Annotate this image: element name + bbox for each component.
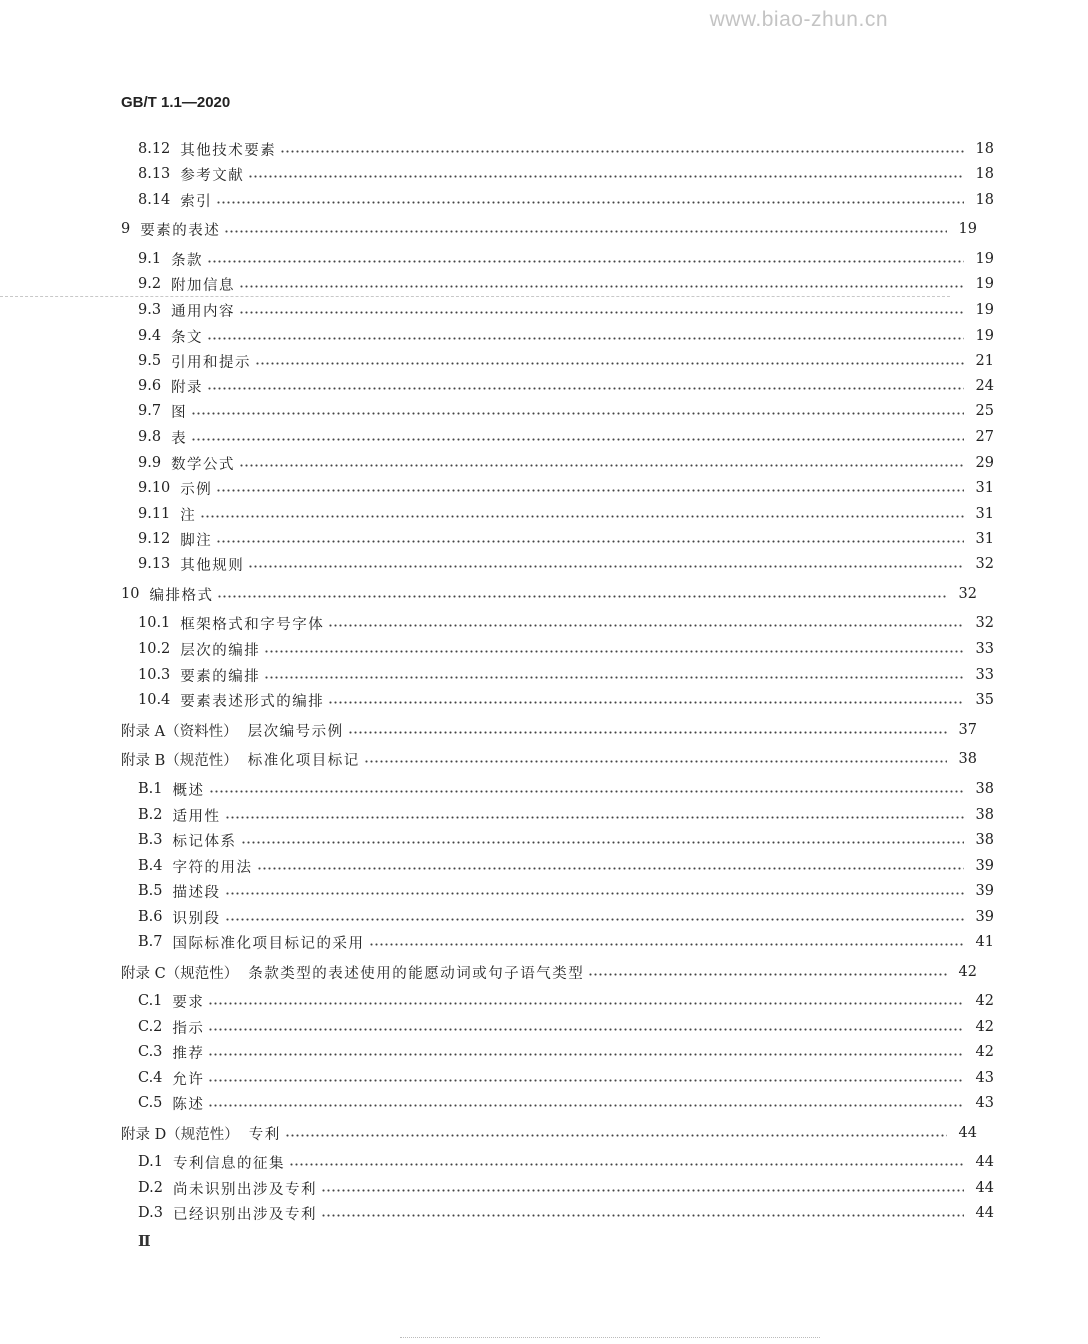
toc-entry-page: 42 bbox=[975, 1019, 994, 1035]
toc-entry-title: 附录 bbox=[171, 379, 204, 396]
toc-entry-page: 18 bbox=[975, 192, 994, 208]
toc-dot-leader bbox=[285, 1134, 947, 1137]
toc-entry-title: 允许 bbox=[172, 1071, 205, 1088]
toc-entry-title: 要素表述形式的编排 bbox=[180, 693, 325, 710]
toc-entry-page: 44 bbox=[975, 1154, 994, 1170]
toc-entry-title: 字符的用法 bbox=[172, 859, 253, 876]
toc-entry-title: 图 bbox=[171, 404, 188, 421]
standard-code-header: GB/T 1.1—2020 bbox=[121, 94, 231, 111]
toc-entry-number: C.4 bbox=[138, 1070, 163, 1086]
toc-entry-title: 描述段 bbox=[172, 884, 221, 901]
toc-entry-number: B.1 bbox=[138, 781, 163, 797]
toc-entry-page: 32 bbox=[975, 556, 994, 572]
toc-dot-leader bbox=[207, 387, 964, 390]
toc-entry-number: D.1 bbox=[138, 1154, 163, 1170]
toc-entry-title: 引用和提示 bbox=[171, 354, 252, 371]
toc-entry-number: 10.2 bbox=[138, 641, 171, 657]
toc-entry-number: 9.11 bbox=[138, 506, 171, 522]
toc-entry-number: 10 bbox=[121, 586, 140, 602]
toc-entry-page: 18 bbox=[975, 141, 994, 157]
toc-entry-page: 19 bbox=[975, 276, 994, 292]
toc-entry-page: 18 bbox=[975, 166, 994, 182]
toc-entry-title: 要素的表述 bbox=[140, 222, 221, 239]
toc-dot-leader bbox=[328, 701, 964, 704]
toc-entry-title: 指示 bbox=[172, 1020, 205, 1037]
toc-dot-leader bbox=[216, 489, 964, 492]
toc-entry[interactable] bbox=[0, 1122, 1071, 1144]
toc-entry[interactable] bbox=[0, 248, 1088, 270]
toc-dot-leader bbox=[208, 1002, 964, 1005]
page-number-footer: Ⅱ bbox=[138, 1232, 151, 1250]
toc-entry-title: 层次编号示例 bbox=[247, 723, 344, 740]
toc-entry-page: 39 bbox=[975, 858, 994, 874]
toc-entry[interactable] bbox=[0, 189, 1088, 211]
toc-entry[interactable] bbox=[0, 299, 1088, 321]
toc-dot-leader bbox=[289, 1163, 964, 1166]
toc-entry-page: 38 bbox=[975, 781, 994, 797]
toc-entry-page: 39 bbox=[975, 883, 994, 899]
toc-dot-leader bbox=[248, 565, 964, 568]
toc-entry-title: 附加信息 bbox=[171, 277, 236, 294]
toc-dot-leader bbox=[208, 1053, 964, 1056]
toc-entry[interactable] bbox=[0, 583, 1071, 605]
toc-entry[interactable] bbox=[0, 553, 1088, 575]
toc-entry-number: 9 bbox=[121, 221, 131, 237]
toc-dot-leader bbox=[200, 515, 964, 518]
toc-entry-title: 通用内容 bbox=[171, 303, 236, 320]
watermark-text: www.biao-zhun.cn bbox=[709, 8, 888, 31]
toc-entry[interactable] bbox=[0, 1092, 1088, 1114]
toc-dot-leader bbox=[369, 943, 965, 946]
toc-entry[interactable] bbox=[0, 477, 1088, 499]
toc-entry-number: 9.5 bbox=[138, 353, 162, 369]
toc-entry[interactable] bbox=[0, 961, 1071, 983]
toc-entry-page: 42 bbox=[958, 964, 977, 980]
toc-entry-title: 框架格式和字号字体 bbox=[180, 616, 325, 633]
toc-entry-title: 示例 bbox=[180, 481, 213, 498]
toc-entry[interactable] bbox=[0, 719, 1071, 741]
toc-entry-title: 专利信息的征集 bbox=[172, 1155, 285, 1172]
toc-dot-leader bbox=[209, 790, 965, 793]
toc-entry-number: 9.8 bbox=[138, 429, 162, 445]
toc-entry[interactable] bbox=[0, 612, 1088, 634]
toc-entry-page: 19 bbox=[975, 328, 994, 344]
toc-entry-page: 33 bbox=[975, 641, 994, 657]
toc-entry-number: 10.1 bbox=[138, 615, 171, 631]
toc-entry-number: 附录 B（规范性） bbox=[121, 752, 238, 769]
toc-entry[interactable] bbox=[0, 452, 1088, 474]
toc-entry[interactable] bbox=[0, 1202, 1088, 1224]
toc-entry-number: 9.9 bbox=[138, 455, 162, 471]
toc-dot-leader bbox=[191, 438, 964, 441]
toc-entry-title: 脚注 bbox=[180, 532, 213, 549]
toc-entry-title: 适用性 bbox=[172, 808, 221, 825]
toc-dot-leader bbox=[348, 731, 947, 734]
toc-entry[interactable] bbox=[0, 163, 1088, 185]
toc-entry-number: 9.3 bbox=[138, 302, 162, 318]
toc-dot-leader bbox=[239, 464, 964, 467]
toc-entry-number: 10.4 bbox=[138, 692, 171, 708]
toc-entry-page: 37 bbox=[958, 722, 977, 738]
toc-dot-leader bbox=[217, 595, 947, 598]
toc-dot-leader bbox=[241, 841, 965, 844]
toc-entry[interactable] bbox=[0, 325, 1088, 347]
toc-entry[interactable] bbox=[0, 748, 1071, 770]
toc-entry-page: 19 bbox=[975, 251, 994, 267]
toc-entry-page: 39 bbox=[975, 909, 994, 925]
toc-entry[interactable] bbox=[0, 880, 1088, 902]
toc-entry-title: 要素的编排 bbox=[180, 668, 261, 685]
toc-entry[interactable] bbox=[0, 138, 1088, 160]
toc-entry-page: 31 bbox=[975, 531, 994, 547]
toc-entry-page: 27 bbox=[975, 429, 994, 445]
toc-entry-number: 9.2 bbox=[138, 276, 162, 292]
toc-dot-leader bbox=[208, 1028, 964, 1031]
toc-dot-leader bbox=[321, 1214, 964, 1217]
toc-entry-number: C.2 bbox=[138, 1019, 163, 1035]
toc-entry[interactable] bbox=[0, 1016, 1088, 1038]
toc-entry-title: 数学公式 bbox=[171, 456, 236, 473]
toc-entry-number: B.3 bbox=[138, 832, 163, 848]
toc-entry-number: 9.6 bbox=[138, 378, 162, 394]
toc-entry[interactable] bbox=[0, 375, 1088, 397]
toc-entry[interactable] bbox=[0, 990, 1088, 1012]
toc-entry-title: 条文 bbox=[171, 329, 204, 346]
toc-entry-page: 19 bbox=[975, 302, 994, 318]
toc-entry-number: B.2 bbox=[138, 807, 163, 823]
toc-entry[interactable] bbox=[0, 906, 1088, 928]
toc-entry-title: 条款类型的表述使用的能愿动词或句子语气类型 bbox=[248, 965, 585, 982]
toc-entry-number: 9.13 bbox=[138, 556, 171, 572]
toc-entry[interactable] bbox=[0, 1041, 1088, 1063]
toc-entry[interactable] bbox=[0, 426, 1088, 448]
toc-dot-leader bbox=[328, 624, 964, 627]
toc-dot-leader bbox=[216, 540, 964, 543]
toc-entry-title: 编排格式 bbox=[149, 587, 214, 604]
toc-entry-number: B.7 bbox=[138, 934, 163, 950]
toc-entry-page: 29 bbox=[975, 455, 994, 471]
toc-entry-number: 附录 A（资料性） bbox=[121, 723, 238, 740]
toc-entry[interactable] bbox=[0, 503, 1088, 525]
toc-entry-title: 陈述 bbox=[172, 1096, 205, 1113]
toc-entry-page: 42 bbox=[975, 993, 994, 1009]
toc-entry-number: B.4 bbox=[138, 858, 163, 874]
toc-dot-leader bbox=[239, 311, 964, 314]
toc-entry-title: 其他规则 bbox=[180, 557, 245, 574]
toc-entry-number: 9.12 bbox=[138, 531, 171, 547]
toc-entry-number: 9.4 bbox=[138, 328, 162, 344]
toc-entry-page: 44 bbox=[958, 1125, 977, 1141]
toc-entry-number: B.6 bbox=[138, 909, 163, 925]
toc-entry-number: B.5 bbox=[138, 883, 163, 899]
toc-dot-leader bbox=[225, 918, 965, 921]
toc-entry[interactable] bbox=[0, 1067, 1088, 1089]
scan-artifact-bottom bbox=[400, 1337, 820, 1340]
toc-entry-page: 19 bbox=[958, 221, 977, 237]
toc-dot-leader bbox=[248, 175, 964, 178]
toc-entry-number: 9.7 bbox=[138, 403, 162, 419]
toc-entry-title: 表 bbox=[171, 430, 188, 447]
toc-entry-number: D.2 bbox=[138, 1180, 163, 1196]
toc-entry-page: 38 bbox=[975, 832, 994, 848]
toc-entry[interactable] bbox=[0, 350, 1088, 372]
toc-entry-page: 32 bbox=[975, 615, 994, 631]
toc-entry-title: 要求 bbox=[172, 994, 205, 1011]
toc-entry-number: C.3 bbox=[138, 1044, 163, 1060]
toc-entry-page: 44 bbox=[975, 1180, 994, 1196]
toc-entry[interactable] bbox=[0, 778, 1088, 800]
toc-entry-number: C.5 bbox=[138, 1095, 163, 1111]
toc-dot-leader bbox=[225, 816, 965, 819]
toc-dot-leader bbox=[208, 1104, 964, 1107]
toc-entry-number: 附录 D（规范性） bbox=[121, 1126, 239, 1143]
toc-dot-leader bbox=[264, 676, 964, 679]
toc-entry-page: 21 bbox=[975, 353, 994, 369]
toc-entry-page: 31 bbox=[975, 506, 994, 522]
toc-entry-page: 35 bbox=[975, 692, 994, 708]
toc-dot-leader bbox=[216, 201, 964, 204]
toc-dot-leader bbox=[264, 650, 964, 653]
toc-entry-page: 38 bbox=[958, 751, 977, 767]
toc-entry-title: 其他技术要素 bbox=[180, 142, 277, 159]
toc-entry-page: 31 bbox=[975, 480, 994, 496]
toc-dot-leader bbox=[225, 892, 965, 895]
toc-entry[interactable] bbox=[0, 804, 1088, 826]
toc-entry-page: 41 bbox=[975, 934, 994, 950]
toc-entry-page: 42 bbox=[975, 1044, 994, 1060]
toc-entry[interactable] bbox=[0, 664, 1088, 686]
toc-dot-leader bbox=[321, 1189, 964, 1192]
toc-dot-leader bbox=[239, 285, 964, 288]
toc-dot-leader bbox=[364, 760, 947, 763]
toc-dot-leader bbox=[224, 230, 947, 233]
toc-entry-title: 尚未识别出涉及专利 bbox=[172, 1181, 317, 1198]
toc-entry-number: 附录 C（规范性） bbox=[121, 965, 239, 982]
toc-entry-page: 32 bbox=[958, 586, 977, 602]
toc-entry-title: 标准化项目标记 bbox=[247, 752, 360, 769]
toc-entry[interactable] bbox=[0, 273, 1088, 295]
toc-entry-title: 国际标准化项目标记的采用 bbox=[172, 935, 365, 952]
toc-dot-leader bbox=[191, 412, 964, 415]
toc-dot-leader bbox=[257, 867, 965, 870]
toc-entry-title: 注 bbox=[180, 507, 197, 524]
toc-entry-page: 43 bbox=[975, 1070, 994, 1086]
toc-entry[interactable] bbox=[0, 931, 1088, 953]
toc-entry-page: 38 bbox=[975, 807, 994, 823]
toc-entry-title: 专利 bbox=[248, 1126, 281, 1143]
toc-entry-page: 24 bbox=[975, 378, 994, 394]
toc-entry-number: 8.12 bbox=[138, 141, 171, 157]
toc-entry-number: C.1 bbox=[138, 993, 163, 1009]
toc-dot-leader bbox=[588, 973, 947, 976]
toc-entry[interactable] bbox=[0, 400, 1088, 422]
toc-entry-title: 已经识别出涉及专利 bbox=[172, 1206, 317, 1223]
toc-entry-number: D.3 bbox=[138, 1205, 163, 1221]
toc-entry-page: 33 bbox=[975, 667, 994, 683]
toc-dot-leader bbox=[255, 362, 964, 365]
toc-entry-title: 标记体系 bbox=[172, 833, 237, 850]
toc-dot-leader bbox=[280, 150, 964, 153]
toc-entry[interactable] bbox=[0, 855, 1088, 877]
toc-entry-title: 概述 bbox=[172, 782, 205, 799]
toc-entry-title: 层次的编排 bbox=[180, 642, 261, 659]
toc-entry[interactable] bbox=[0, 829, 1088, 851]
toc-entry-title: 条款 bbox=[171, 252, 204, 269]
toc-entry-title: 推荐 bbox=[172, 1045, 205, 1062]
toc-entry-title: 识别段 bbox=[172, 910, 221, 927]
toc-dot-leader bbox=[207, 337, 964, 340]
toc-entry[interactable] bbox=[0, 689, 1088, 711]
toc-entry-number: 8.13 bbox=[138, 166, 171, 182]
toc-entry[interactable] bbox=[0, 218, 1071, 240]
toc-entry[interactable] bbox=[0, 528, 1088, 550]
toc-entry[interactable] bbox=[0, 638, 1088, 660]
toc-entry[interactable] bbox=[0, 1177, 1088, 1199]
toc-dot-leader bbox=[207, 260, 964, 263]
toc-entry-number: 9.10 bbox=[138, 480, 171, 496]
toc-entry-page: 44 bbox=[975, 1205, 994, 1221]
toc-entry-number: 8.14 bbox=[138, 192, 171, 208]
toc-entry-title: 参考文献 bbox=[180, 167, 245, 184]
toc-entry[interactable] bbox=[0, 1151, 1088, 1173]
toc-entry-page: 43 bbox=[975, 1095, 994, 1111]
toc-entry-page: 25 bbox=[975, 403, 994, 419]
toc-entry-number: 9.1 bbox=[138, 251, 162, 267]
toc-dot-leader bbox=[208, 1079, 964, 1082]
toc-entry-title: 索引 bbox=[180, 193, 213, 210]
toc-entry-number: 10.3 bbox=[138, 667, 171, 683]
